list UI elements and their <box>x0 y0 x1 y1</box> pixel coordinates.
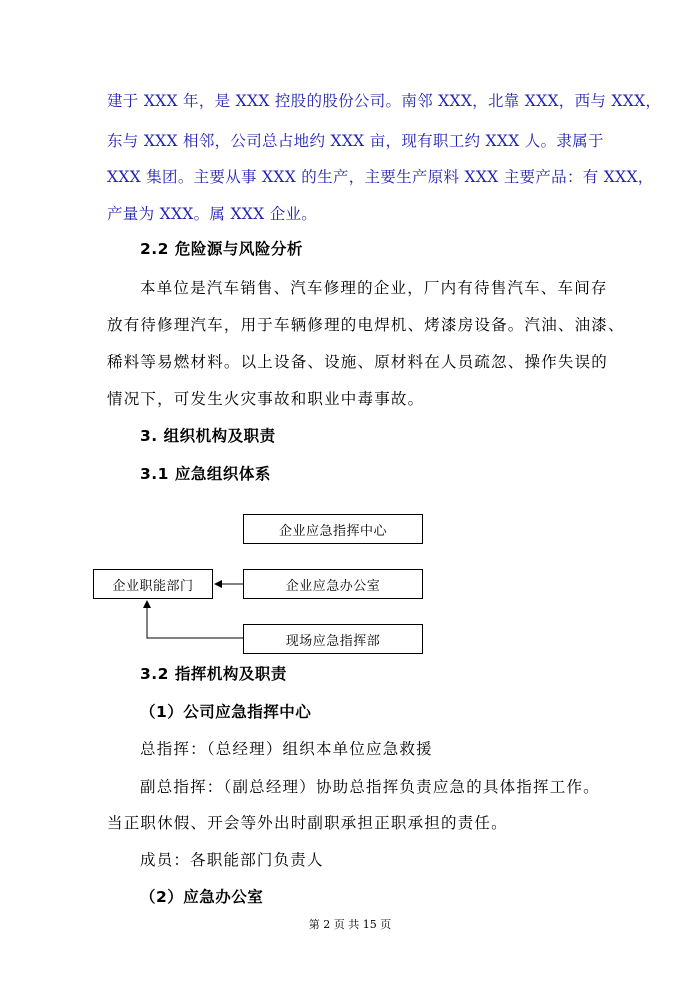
box-emergency-office: 企业应急办公室 <box>243 569 423 599</box>
risk-line-3: 稀料等易燃材料。以上设备、设施、原材料在人员疏忽、操作失误的 <box>107 353 609 371</box>
heading-emergency-office: （2）应急办公室 <box>140 888 264 906</box>
commander-line: 总指挥：（总经理）组织本单位应急救援 <box>140 740 433 758</box>
heading-3-2: 3.2 指挥机构及职责 <box>140 665 287 683</box>
members-line: 成员：各职能部门负责人 <box>140 851 324 869</box>
risk-line-4: 情况下，可发生火灾事故和职业中毒事故。 <box>107 390 425 408</box>
intro-line-1: 建于 XXX 年，是 XXX 控股的股份公司。南邻 XXX，北靠 XXX，西与 XXX， <box>107 92 662 110</box>
heading-2-2: 2.2 危险源与风险分析 <box>140 240 303 258</box>
deputy-line-1: 副总指挥：（副总经理）协助总指挥负责应急的具体指挥工作。 <box>140 778 600 796</box>
box-command-center: 企业应急指挥中心 <box>243 514 423 544</box>
intro-line-2: 东与 XXX 相邻，公司总占地约 XXX 亩，现有职工约 XXX 人。隶属于 <box>107 132 604 150</box>
risk-line-1: 本单位是汽车销售、汽车修理的企业，厂内有待售汽车、车间存 <box>140 279 608 297</box>
heading-3-1: 3.1 应急组织体系 <box>140 465 271 483</box>
box-onsite-command: 现场应急指挥部 <box>243 624 423 654</box>
intro-line-3: XXX 集团。主要从事 XXX 的生产，主要生产原料 XXX 主要产品：有 XXX， <box>107 168 654 186</box>
arrow-onsite-to-depts <box>147 601 243 638</box>
intro-line-4: 产量为 XXX。属 XXX 企业。 <box>107 205 318 223</box>
deputy-line-2: 当正职休假、开会等外出时副职承担正职承担的责任。 <box>107 814 508 832</box>
box-functional-depts: 企业职能部门 <box>93 569 213 599</box>
heading-3: 3. 组织机构及职责 <box>140 427 276 445</box>
risk-line-2: 放有待修理汽车，用于车辆修理的电焊机、烤漆房设备。汽油、油漆、 <box>107 316 625 334</box>
heading-command-center: （1）公司应急指挥中心 <box>140 703 312 721</box>
page-number: 第 2 页 共 15 页 <box>308 918 392 931</box>
